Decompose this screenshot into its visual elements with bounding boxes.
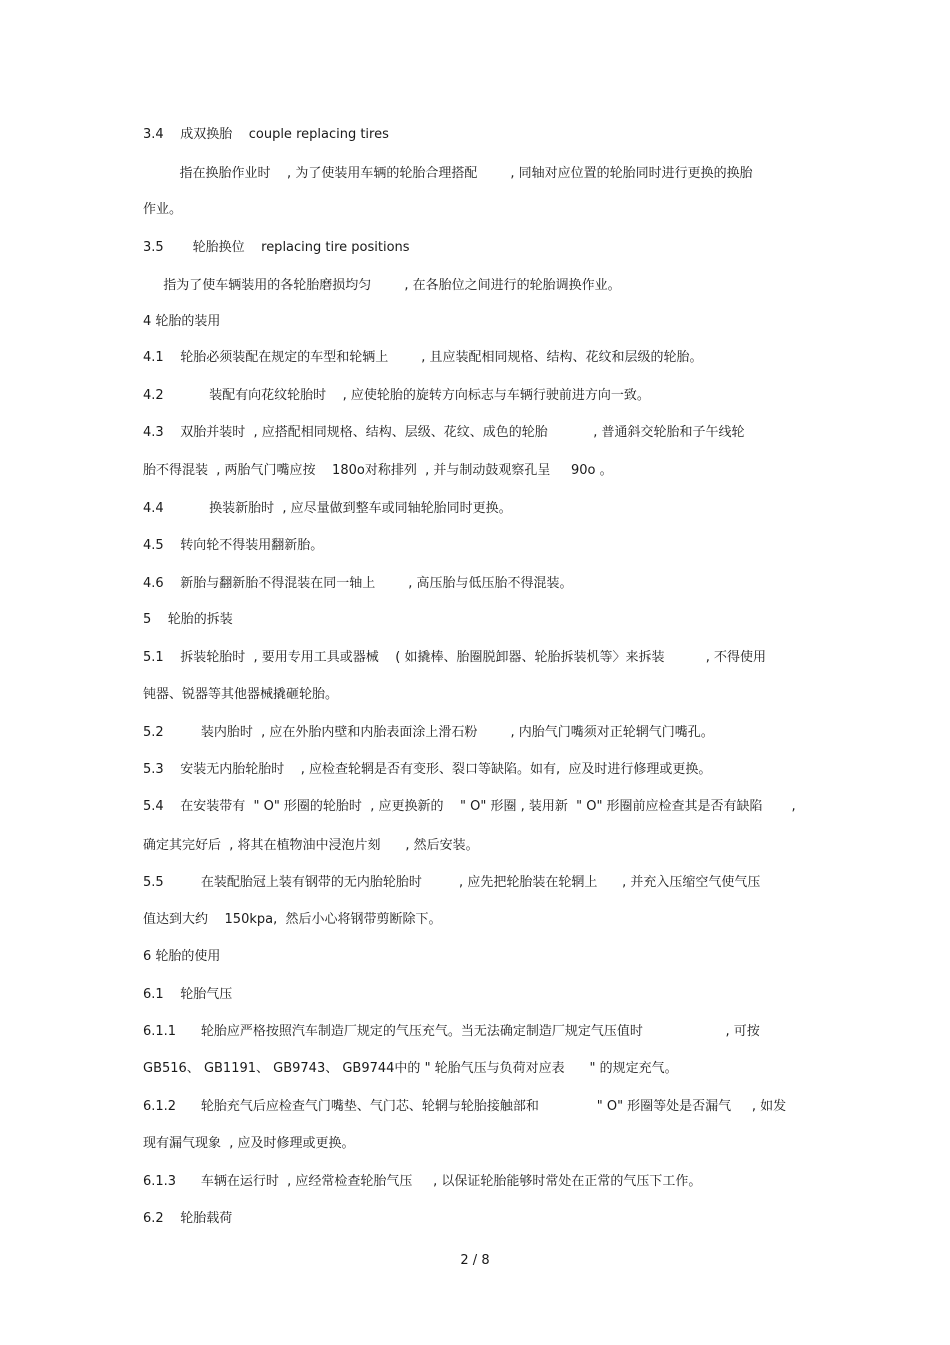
clause-5-4: 5.4 在安装带有 " O" 形圈的轮胎时 , 应更换新的 " O" 形圈 , 装用新 " O" 形圈前应检查其是否有缺陷 , — [143, 799, 796, 814]
clause-6-1-2: 6.1.2 轮胎充气后应检查气门嘴垫、气门芯、轮辋与轮胎接触部和 " O" 形圈等处是否漏气 , 如发 — [143, 1099, 787, 1114]
section-3-4-heading: 3.4 成双换胎 couple replacing tires — [143, 127, 389, 142]
clause-5-1: 5.1 拆装轮胎时 , 要用专用工具或器械 ( 如撬棒、胎圈脱卸器、轮胎拆装机等〉来拆装 , 不得使用 — [143, 650, 767, 665]
clause-5-2: 5.2 装内胎时 , 应在外胎内壁和内胎表面涂上滑石粉 , 内胎气门嘴须对正轮辋气门嘴孔。 — [143, 725, 714, 740]
paragraph-line: 现有漏气现象 , 应及时修理或更换。 — [143, 1136, 355, 1151]
section-6-heading: 6 轮胎的使用 — [143, 949, 221, 964]
page-number: 2 / 8 — [460, 1253, 490, 1268]
clause-4-3: 4.3 双胎并装时 , 应搭配相同规格、结构、层级、花纹、成色的轮胎 , 普通斜交轮胎和子午线轮 — [143, 425, 745, 440]
paragraph-line: 钝器、锐器等其他器械撬砸轮胎。 — [143, 687, 339, 702]
clause-5-5: 5.5 在装配胎冠上装有钢带的无内胎轮胎时 , 应先把轮胎装在轮辋上 , 并充入压缩空气使气压 — [143, 875, 761, 890]
paragraph-line: 确定其完好后 , 将其在植物油中浸泡片刻 , 然后安装。 — [143, 838, 479, 853]
clause-5-3: 5.3 安装无内胎轮胎时 , 应检查轮辋是否有变形、裂口等缺陷。如有, 应及时进行修理或更换。 — [143, 762, 712, 777]
paragraph-line: 值达到大约 150kpa, 然后小心将钢带剪断除下。 — [143, 912, 442, 927]
subsection-6-2-heading: 6.2 轮胎载荷 — [143, 1211, 233, 1226]
paragraph-line: 指为了使车辆装用的各轮胎磨损均匀 , 在各胎位之间进行的轮胎调换作业。 — [155, 278, 621, 293]
paragraph-line: 作业。 — [143, 202, 183, 217]
clause-4-2: 4.2 装配有向花纹轮胎时 , 应使轮胎的旋转方向标志与车辆行驶前进方向一致。 — [143, 388, 650, 403]
paragraph-line: 胎不得混装 , 两胎气门嘴应按 180o对称排列 , 并与制动鼓观察孔呈 90o 。 — [143, 463, 613, 478]
paragraph-line: GB516、 GB1191、 GB9743、 GB9744中的 " 轮胎气压与负荷对应表 " 的规定充气。 — [143, 1061, 678, 1076]
clause-6-1-1: 6.1.1 轮胎应严格按照汽车制造厂规定的气压充气。当无法确定制造厂规定气压值时 , 可按 — [143, 1024, 760, 1039]
clause-4-6: 4.6 新胎与翻新胎不得混装在同一轴上 , 高压胎与低压胎不得混装。 — [143, 576, 573, 591]
clause-4-4: 4.4 换装新胎时 , 应尽量做到整车或同轴轮胎同时更换。 — [143, 501, 512, 516]
paragraph-line: 指在换胎作业时 , 为了使装用车辆的轮胎合理搭配 , 同轴对应位置的轮胎同时进行更换的换胎 — [163, 166, 753, 181]
clause-6-1-3: 6.1.3 车辆在运行时 , 应经常检查轮胎气压 , 以保证轮胎能够时常处在正常的气压下工作。 — [143, 1174, 702, 1189]
section-4-heading: 4 轮胎的装用 — [143, 314, 221, 329]
clause-4-5: 4.5 转向轮不得装用翻新胎。 — [143, 538, 324, 553]
section-5-heading: 5 轮胎的拆装 — [143, 612, 233, 627]
subsection-6-1-heading: 6.1 轮胎气压 — [143, 987, 233, 1002]
clause-4-1: 4.1 轮胎必须装配在规定的车型和轮辆上 , 且应装配相同规格、结构、花纹和层级的轮胎。 — [143, 350, 703, 365]
section-3-5-heading: 3.5 轮胎换位 replacing tire positions — [143, 240, 410, 255]
